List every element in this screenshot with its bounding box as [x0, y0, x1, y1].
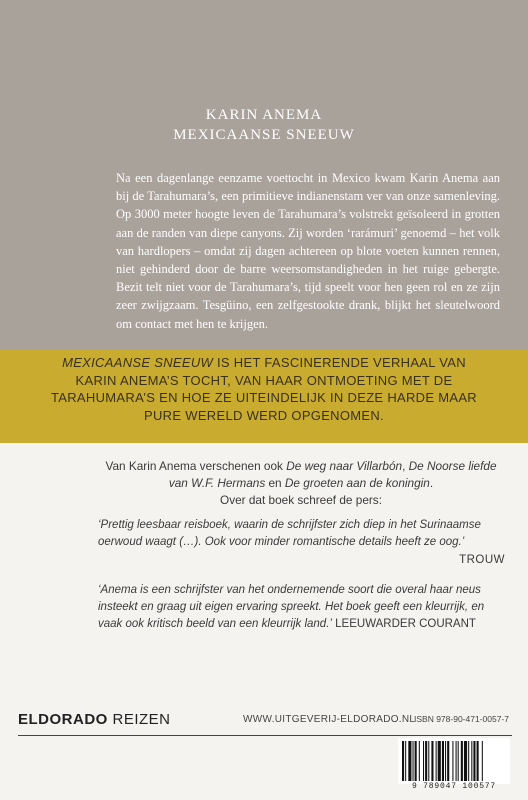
- book-title: MEXICAANSE SNEEUW: [173, 127, 355, 143]
- press-intro: Over dat boek schreef de pers:: [220, 493, 382, 507]
- other-books-end: .: [429, 476, 434, 490]
- publisher-name: ELDORADO: [18, 711, 108, 728]
- publisher-url: WWW.UITGEVERIJ-ELDORADO.NL: [243, 714, 416, 725]
- other-books: [96, 458, 506, 509]
- other-books-intro: Van Karin Anema verschenen ook: [105, 459, 287, 473]
- book-title-2: De Noorse liefde van W.F. Hermans: [168, 459, 497, 490]
- separator-1: ,: [402, 459, 409, 473]
- press-quote-1: ‘Prettig leesbaar reisboek, waarin de schrijfster zich diep in het Surinaamse oerwoud waagt (…). Ook voor minder romantische details heeft ze oog.’: [98, 519, 481, 548]
- press-source-1: TROUW: [459, 554, 505, 566]
- barcode-number: 9 789047 100577: [411, 782, 496, 791]
- isbn-text: ISBN 978-90-471-0057-7: [414, 714, 509, 724]
- press-quote-2: [98, 582, 508, 633]
- publisher-logo: [18, 711, 171, 728]
- press-quote-2-text: ‘Anema is een schrijfster van het ondernemende soort die overal haar neus insteekt en graag uit eigen ervaring spreekt. Het boek geeft een kleurrijk, en vaak ook kritisch beeld van een kleurrijk land.’: [98, 584, 485, 630]
- highlight-body: IS HET FASCINERENDE VERHAAL VAN KARIN ANEMA’S TOCHT, VAN HAAR ONTMOETING MET DE TARAHUMARA’S EN HOE ZE UITEINDELIJK IN DEZE HARDE MAAR PURE WERELD WERD OPGENOMEN.: [51, 355, 477, 423]
- footer-divider: [18, 735, 512, 736]
- blurb-text: Na een dagenlange eenzame voettocht in Mexico kwam Karin Anema aan bij de Tarahumara’s, een primitieve indianenstam ver van onze samenleving. Op 3000 meter hoogte leven de Tarahumara’s volstrekt geïsoleerd in grotten aan de randen van diepe canyons. Zij worden ‘rarámuri’ genoemd – het volk van hardlopers – omdat zij dagen achtereen op blote voeten kunnen rennen, niet gehinderd door de barre weersomstandigheden in het ruige gebergte. Bezit telt niet voor de Tarahumara’s, tijd speelt voor hen geen rol en ze zijn zeer zwijgzaam. Tesgüino, een zelfgestookte drank, blijkt het sleutelwoord om contact met hen te krijgen.: [116, 171, 500, 331]
- series-name: REIZEN: [107, 711, 171, 728]
- barcode-icon: [398, 738, 510, 784]
- book-title-3: De groeten aan de koningin: [284, 476, 430, 490]
- book-title-1: De weg naar Villarbón: [286, 459, 403, 473]
- separator-2: en: [265, 476, 285, 490]
- author-name: KARIN ANEMA: [205, 107, 323, 123]
- highlight-lead-title: MEXICAANSE SNEEUW: [62, 355, 214, 370]
- highlight-text: [46, 354, 482, 424]
- press-source-2: LEEUWARDER COURANT: [331, 618, 476, 630]
